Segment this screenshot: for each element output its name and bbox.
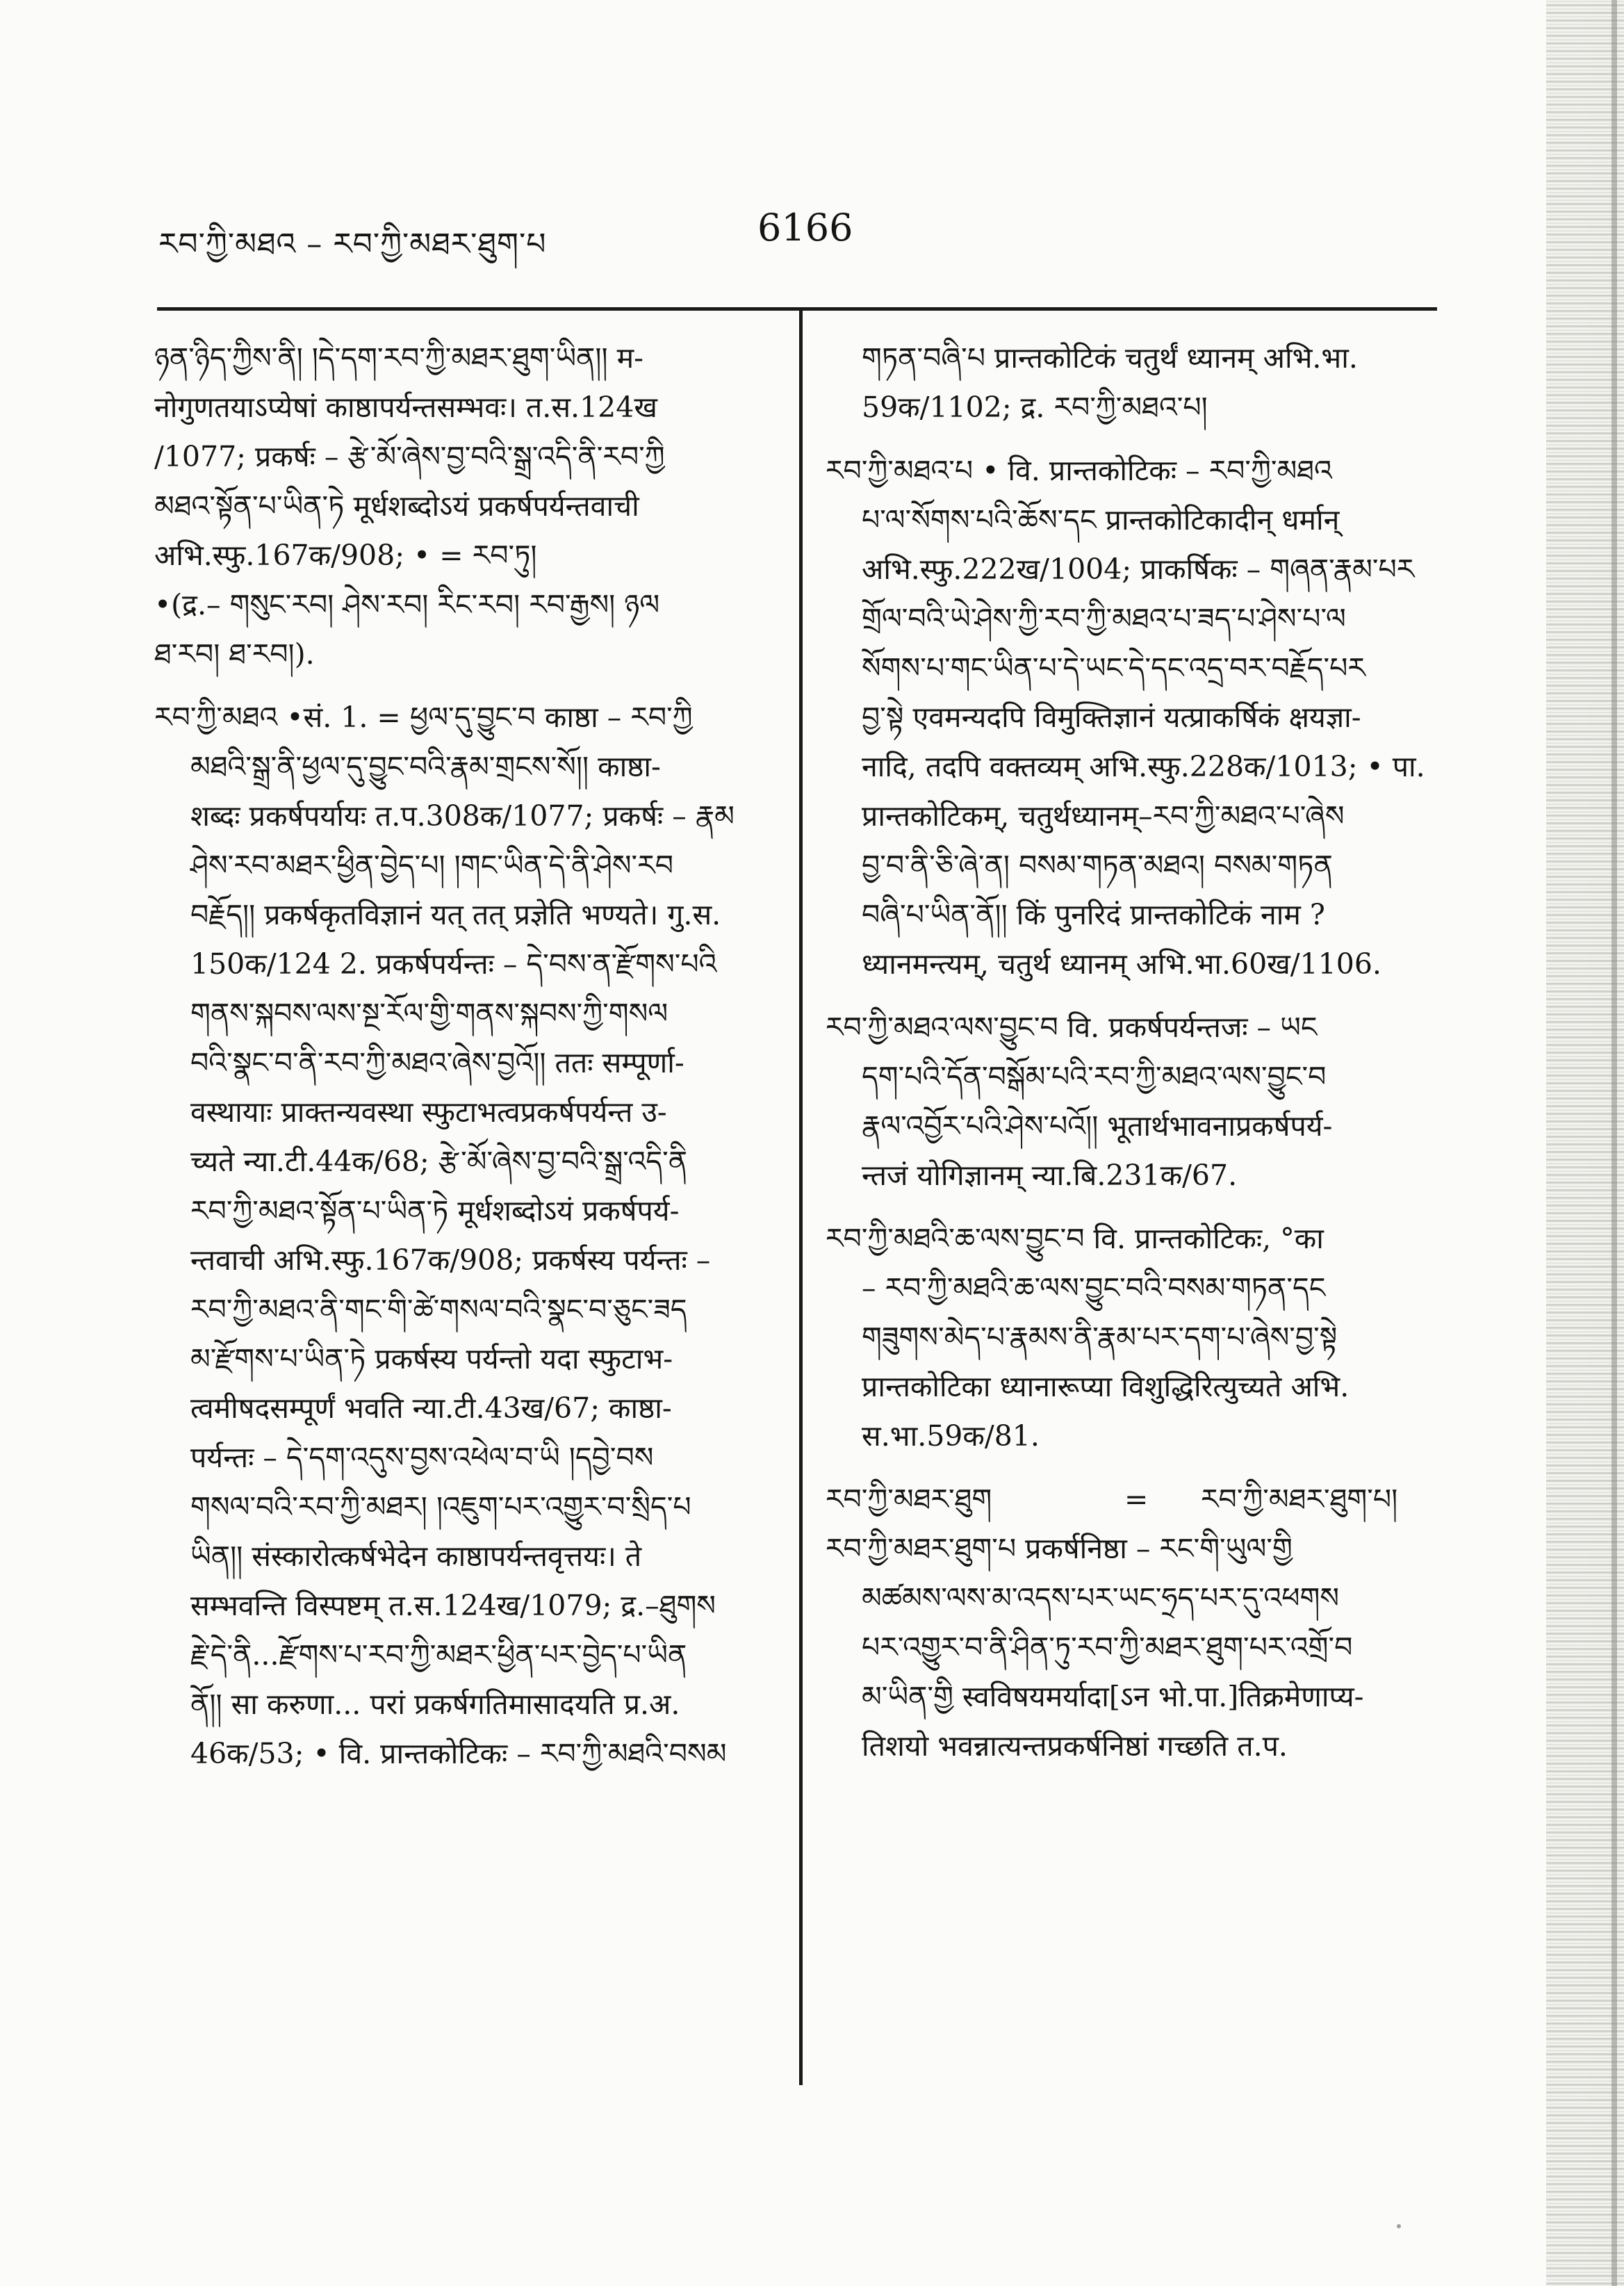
text-line: 46क/53; • वि. प्रान्तकोटिकः – རབ་ཀྱི་མཐའི་བསམ (190, 1737, 727, 1770)
text-line: བྱ་སྟེ एवमन्यदपि विमुक्तिज्ञानं यत्प्राकर्षिकं क्षयज्ञा- (862, 701, 1361, 734)
text-line: त्वमीषदसम्पूर्णं भवति न्या.टी.43ख/67; काष्ठा- (190, 1391, 672, 1425)
text-line: प्रान्तकोटिका ध्यानारूप्या विशुद्धिरित्युच्यते अभि. (862, 1370, 1350, 1403)
text-line: ཉན་ཉིད་ཀྱིས་ནི། །དེ་དག་རབ་ཀྱི་མཐར་ཐུག་ཡིན།། म- (154, 341, 643, 375)
page-number: 6166 (757, 206, 853, 250)
entry-headword-line: རབ་ཀྱི་མཐའ་ལས་བྱུང་བ वि. प्रकर्षपर्यन्तजः – ཡང (826, 1011, 1318, 1044)
text-line: མཐའ་སྟོན་པ་ཡིན་ཏེ मूर्धशब्दोऽयं प्रकर्षपर्यन्तवाची (154, 489, 639, 523)
entry-headword-line: རབ་ཀྱི་མཐའ་པ • वि. प्रान्तकोटिकः – རབ་ཀྱི་མཐའ (826, 454, 1332, 487)
header-rule (157, 307, 1437, 311)
cross-ref-headword: རབ་ཀྱི་མཐར་ཐུག (826, 1483, 992, 1516)
cross-ref-target: རབ་ཀྱི་མཐར་ཐུག་པ། (1201, 1483, 1398, 1516)
text-line: ནོ།། सा करुणा... परां प्रकर्षगतिमासादयति प्र.अ. (190, 1688, 680, 1721)
text-line: स.भा.59क/81. (862, 1419, 1040, 1453)
text-line: གཟུགས་མེད་པ་རྣམས་ནི་རྣམ་པར་དག་པ་ཞེས་བྱ་སྟེ (862, 1321, 1338, 1354)
text-line: རབ་ཀྱི་མཐའ་ནི་གང་གི་ཚེ་གསལ་བའི་སྣང་བ་ཅུང་ཟད (190, 1293, 687, 1326)
text-line: •(द्र.– གསུང་རབ། ཤེས་རབ། རིང་རབ། རབ་རྒྱས། ཉལ (154, 588, 660, 621)
text-line: नादि, तदपि वक्तव्यम् अभि.स्फु.228क/1013; • पा. (862, 750, 1425, 783)
entry-headword-line: རབ་ཀྱི་མཐའི་ཆ་ལས་བྱུང་བ वि. प्रान्तकोटिकः, °का (826, 1222, 1324, 1255)
text-line: བའི་སྣང་བ་ནི་རབ་ཀྱི་མཐའ་ཞེས་བྱའོ།། ततः सम्पूर्णा- (190, 1046, 684, 1079)
text-line: 59क/1102; द्र. རབ་ཀྱི་མཐའ་པ། (862, 391, 1208, 424)
text-line: པ་ལ་སོགས་པའི་ཆོས་དང प्रान्तकोटिकादीन् धर्मान् (862, 503, 1340, 537)
text-line: མཐའི་སྒྲ་ནི་ཕྱལ་དུ་བྱུང་བའི་རྣམ་གྲངས་སོ།། काष्ठा- (190, 750, 661, 783)
text-line: རྗེ་དེ་ནི...རྫོགས་པ་རབ་ཀྱི་མཐར་ཕྱིན་པར་བྱེད་པ་ཡིན (190, 1638, 687, 1672)
text-line: न्तवाची अभि.स्फु.167क/908; प्रकर्षस्य पर्यन्तः – (190, 1243, 711, 1277)
left-column (154, 334, 773, 1779)
text-line: སོགས་པ་གང་ཡིན་པ་དེ་ཡང་དེ་དང་འདྲ་བར་བརྗོད་པར (862, 651, 1365, 685)
text-line: तिशयो भवन्नात्यन्तप्रकर्षनिष्ठां गच्छति त.प. (862, 1729, 1288, 1763)
right-column (826, 334, 1437, 1771)
scan-binding-edge (1546, 0, 1624, 2286)
text-line: 150क/124 2. प्रकर्षपर्यन्तः – དེ་བས་ན་རྫོགས་པའི (190, 947, 717, 981)
text-line: པར་འགྱུར་བ་ནི་ཤིན་ཏུ་རབ་ཀྱི་མཐར་ཐུག་པར་འགྲོ་བ (862, 1631, 1353, 1664)
text-line: རྣལ་འབྱོར་པའི་ཤེས་པའོ།། भूतार्थभावनाप्रकर्षपर्य- (862, 1109, 1333, 1143)
text-line: གཏན་བཞི་པ प्रान्तकोटिकं चतुर्थं ध्यानम् अभि.भा. (862, 341, 1358, 375)
text-line: ཡིན།། संस्कारोत्कर्षभेदेन काष्ठापर्यन्तवृत्तयः। ते (190, 1540, 642, 1573)
entry-headword-line: རབ་ཀྱི་མཐའ •सं. 1. = ཕྱལ་དུ་བྱུང་བ काष्ठा – རབ་ཀྱི (154, 701, 693, 734)
text-line: शब्दः प्रकर्षपर्यायः त.प.308क/1077; प्रकर्षः – རྣམ (190, 799, 735, 833)
entry-headword-line: རབ་ཀྱི་མཐར་ཐུག་པ प्रकर्षनिष्ठा – རང་གི་ཡུལ་གྱི (826, 1532, 1293, 1565)
text-line: རབ་ཀྱི་མཐའ་སྟོན་པ་ཡིན་ཏེ मूर्धशब्दोऽयं प्रकर्षपर्य- (190, 1194, 680, 1227)
text-line: ध्यानमन्त्यम्, चतुर्थ ध्यानम् अभि.भा.60ख/1106. (862, 947, 1381, 981)
text-line: གྲོལ་བའི་ཡེ་ཤེས་ཀྱི་རབ་ཀྱི་མཐའ་པ་ཟད་པ་ཤེས་པ་ལ (862, 602, 1346, 635)
column-divider (799, 309, 803, 2085)
text-line: གསལ་བའི་རབ་ཀྱི་མཐར། །འཇུག་པར་འགྱུར་བ་སྲིད་པ (190, 1490, 691, 1524)
text-line: མ་རྫོགས་པ་ཡིན་ཏེ प्रकर्षस्य पर्यन्तो यदा स्फुटाभ- (190, 1342, 673, 1375)
text-line: ཐ་རབ། ཐ་རབ།). (154, 637, 315, 671)
text-line: ཤེས་རབ་མཐར་ཕྱིན་བྱེད་པ། །གང་ཡིན་དེ་ནི་ཤེས་རབ (190, 849, 673, 882)
text-line: नोगुणतयाऽप्येषां काष्ठापर्यन्तसम्भवः। त.स.124ख (154, 391, 657, 424)
text-line: च्यते न्या.टी.44क/68; རྩེ་མོ་ཞེས་བྱ་བའི་སྒྲ་འདི་ནི (190, 1145, 688, 1178)
text-line: प्रान्तकोटिकम्, चतुर्थध्यानम्–རབ་ཀྱི་མཐའ་པ་ཞེས (862, 799, 1345, 833)
equals-sign: = (1124, 1483, 1149, 1516)
text-line: /1077; प्रकर्षः – རྩེ་མོ་ཞེས་བྱ་བའི་སྒྲ་འདི་ནི་རབ་ཀྱི (154, 440, 665, 473)
text-line: अभि.स्फु.222ख/1004; प्राकर्षिकः – གཞན་རྣམ་པར (862, 553, 1415, 586)
text-line: མ་ཡིན་གྱི स्वविषयमर्यादा[ऽन भो.पा.]तिक्रमेणाप्य- (862, 1680, 1364, 1713)
text-line: सम्भवन्ति विस्पष्टम् त.स.124ख/1079; द्र.–ཐུགས (190, 1589, 716, 1622)
text-line: – རབ་ཀྱི་མཐའི་ཆ་ལས་བྱུང་བའི་བསམ་གཏན་དང (862, 1271, 1326, 1305)
cross-reference-entry (826, 1475, 1437, 1524)
text-line: བྱ་བ་ནི་ཅི་ཞེ་ན། བསམ་གཏན་མཐའ། བསམ་གཏན (862, 849, 1333, 882)
text-line: དག་པའི་དོན་བསྒོམ་པའི་རབ་ཀྱི་མཐའ་ལས་བྱུང་བ (862, 1060, 1327, 1093)
text-line: न्तजं योगिज्ञानम् न्या.बि.231क/67. (862, 1159, 1238, 1192)
scan-speck (1397, 2224, 1401, 2228)
text-line: གནས་སྐབས་ལས་སྔ་རོལ་གྱི་གནས་སྐབས་ཀྱི་གསལ (190, 997, 669, 1030)
text-line: वस्थायाः प्राक्तन्यवस्था स्फुटाभत्वप्रकर्षपर्यन्त उ- (190, 1095, 667, 1129)
text-line: བརྗོད།། प्रकर्षकृतविज्ञानं यत् तत् प्रज्ञेति भण्यते। गु.स. (190, 898, 721, 931)
text-line: पर्यन्तः – དེ་དག་འདུས་བྱས་འཕེལ་བ་ཡི །དབྱེ་བས (190, 1441, 654, 1474)
running-head: རབ་ཀྱི་མཐའ – རབ་ཀྱི་མཐར་ཐུག་པ (158, 227, 547, 262)
text-line: अभि.स्फु.167क/908; • = རབ་ཏུ། (154, 539, 537, 572)
text-line: བཞི་པ་ཡིན་ནོ།། किं पुनरिदं प्रान्तकोटिकं नाम ? (862, 898, 1325, 931)
text-line: མཚམས་ལས་མ་འདས་པར་ཡང་ཧྲད་པར་དུ་འཕགས (862, 1581, 1340, 1615)
